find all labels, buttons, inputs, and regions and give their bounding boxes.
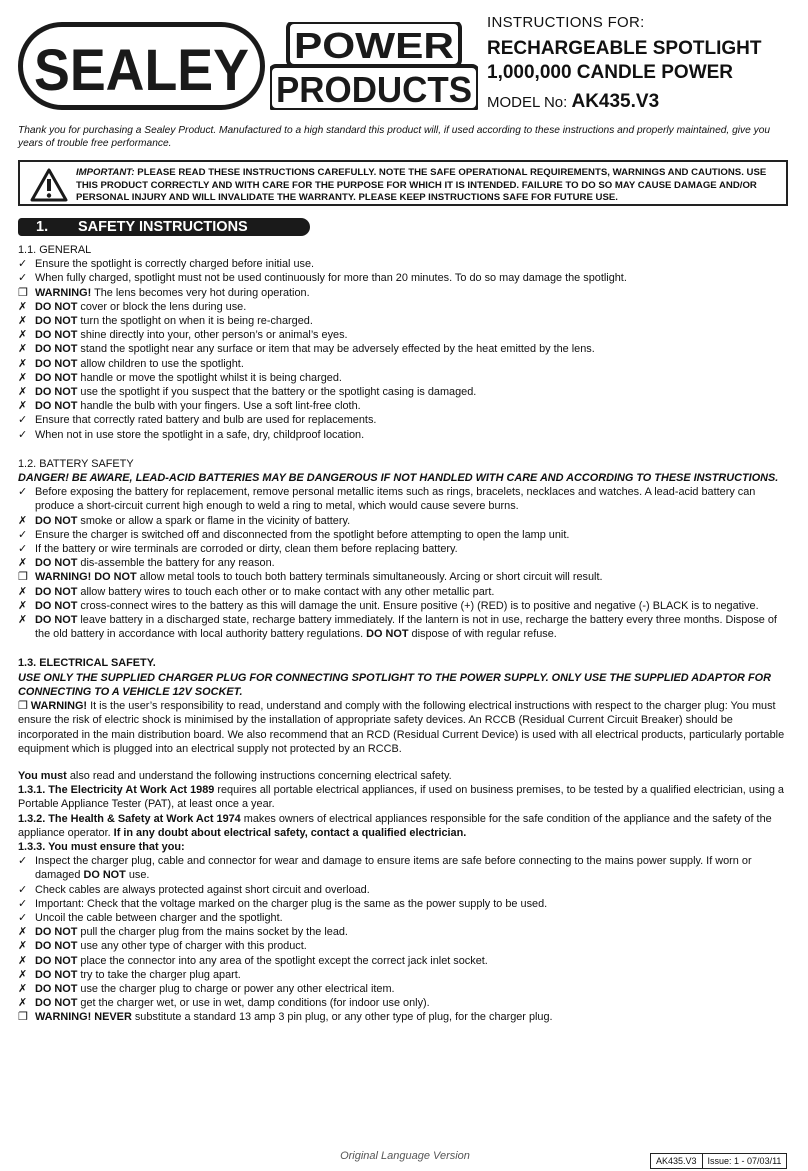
para-131-bold: 1.3.1. The Electricity At Work Act 1989 [18, 784, 215, 797]
electrical-heading: 1.3. ELECTRICAL SAFETY. [18, 657, 156, 670]
list-item [18, 556, 790, 570]
list-item-text: shine directly into your, other person’s or animal’s eyes. [77, 329, 348, 342]
check-icon: ✓ [18, 911, 28, 924]
list-item [18, 371, 790, 385]
list-item-bold: DO NOT [35, 997, 78, 1010]
instructions-for-label: INSTRUCTIONS FOR: [487, 14, 645, 31]
list-item-bold: DO NOT [35, 514, 78, 527]
list-item [18, 286, 790, 300]
check-icon: ✓ [18, 883, 28, 896]
list-item [18, 300, 790, 314]
check-icon: ✓ [18, 258, 28, 271]
list-item-text: smoke or allow a spark or flame in the vicinity of battery. [77, 514, 351, 527]
you-must-text: also read and understand the following instructions concerning electrical safety. [66, 769, 452, 782]
cross-icon: ✗ [18, 400, 28, 413]
cross-icon: ✗ [18, 329, 28, 342]
para-132-bold: 1.3.2. The Health & Safety at Work Act 1974 [18, 812, 241, 825]
cross-icon: ✗ [18, 315, 28, 328]
list-item [18, 911, 790, 925]
list-item-text: handle or move the spotlight whilst it is being charged. [77, 371, 342, 384]
thank-you-text: Thank you for purchasing a Sealey Product. Manufactured to a high standard this product will, if used according to these instructions and properly maintained, give you years of trouble free performance. [18, 125, 771, 149]
list-item-bold: DO NOT [35, 400, 78, 413]
list-item [18, 257, 790, 271]
list-item-text: place the connector into any area of the spotlight except the correct jack inlet socket. [77, 954, 488, 967]
cross-icon: ✗ [18, 614, 28, 627]
list-item [18, 514, 790, 528]
list-item [18, 342, 790, 356]
list-item [18, 599, 790, 613]
list-item [18, 328, 790, 342]
model-number [487, 91, 802, 113]
warning-triangle-icon [30, 168, 68, 202]
cross-icon: ✗ [18, 982, 28, 995]
cross-icon: ✗ [18, 357, 28, 370]
list-item-text: Check cables are always protected against short circuit and overload. [35, 883, 370, 896]
list-item-text: Ensure the spotlight is correctly charged before initial use. [35, 258, 315, 271]
list-item-bold: DO NOT [35, 614, 78, 627]
list-item-text: try to take the charger plug apart. [77, 968, 241, 981]
list-item-text: Uncoil the cable between charger and the spotlight. [35, 911, 283, 924]
check-icon: ✓ [18, 414, 28, 427]
list-item-bold: DO NOT [35, 982, 78, 995]
list-item-text2: dispose of with regular refuse. [408, 628, 557, 641]
product-title-line1: RECHARGEABLE SPOTLIGHT [487, 38, 762, 59]
cross-icon: ✗ [18, 343, 28, 356]
list-item-text: allow metal tools to touch both battery terminals simultaneously. Arcing or short circuit will result. [136, 571, 603, 584]
warning-box-icon: ❐ [18, 1011, 28, 1024]
battery-heading: 1.2. BATTERY SAFETY [18, 457, 134, 470]
list-item-bold: DO NOT [35, 968, 78, 981]
list-item-bold2: DO NOT [366, 628, 409, 641]
list-item-bold: DO NOT [35, 329, 78, 342]
list-item-bold: WARNING! DO NOT [35, 571, 137, 584]
you-must-bold: You must [18, 769, 67, 782]
list-item-bold: DO NOT [35, 371, 78, 384]
logo-power-text: POWER [294, 25, 454, 66]
list-item-text: allow battery wires to touch each other or to make contact with any other metallic part. [77, 585, 495, 598]
check-icon: ✓ [18, 543, 28, 556]
warning-box-icon: ❐ [18, 700, 28, 713]
battery-list [18, 485, 790, 641]
cross-icon: ✗ [18, 386, 28, 399]
list-item-text: substitute a standard 13 amp 3 pin plug, or any other type of plug, for the charger plug. [131, 1011, 553, 1024]
list-item [18, 357, 790, 371]
list-item [18, 399, 790, 413]
general-list [18, 257, 790, 442]
list-item-text: If the battery or wire terminals are corroded or dirty, clean them before replacing battery. [35, 543, 458, 556]
logo-sealey-text: SEALEY [34, 38, 249, 103]
list-item-bold: DO NOT [35, 557, 78, 570]
important-label: IMPORTANT: [76, 167, 135, 178]
list-item [18, 996, 790, 1010]
footer-issue-box [650, 1153, 787, 1169]
list-item [18, 968, 790, 982]
section-number: 1. [36, 219, 49, 235]
list-item [18, 528, 790, 542]
list-item-text: Inspect the charger plug, cable and connector for wear and damage to ensure items are safe before connecting to the mains power supply. If worn or damaged [35, 855, 752, 882]
check-icon: ✓ [18, 428, 28, 441]
section-title: SAFETY INSTRUCTIONS [78, 219, 248, 235]
cross-icon: ✗ [18, 585, 28, 598]
warning-box-icon: ❐ [18, 286, 28, 299]
title-block [487, 14, 802, 113]
list-item-bold: DO NOT [35, 300, 78, 313]
para-133: 1.3.3. You must ensure that you: [18, 840, 185, 853]
para-132-text: makes owners of electrical appliances responsible for the safe condition of the appliance and the safety of the appliance operator. [18, 812, 772, 839]
list-item-text: Before exposing the battery for replacement, remove personal metallic items such as rings, bracelets, necklaces and watches. A lead-acid battery can produce a short-circuit current high enough to weld a ring to metal, which would cause severe burns. [35, 486, 756, 513]
general-heading-text: 1.1. GENERAL [18, 244, 92, 256]
list-item-text: Ensure that correctly rated battery and bulb are used for replacements. [35, 414, 377, 427]
list-item-bold2: DO NOT [83, 869, 126, 882]
list-item-text: use the spotlight if you suspect that the battery or the spotlight casing is damaged. [77, 386, 477, 399]
battery-danger-text: DANGER! BE AWARE, LEAD-ACID BATTERIES MAY BE DANGEROUS IF NOT HANDLED WITH CARE AND ACCORDING TO THESE INSTRUCTIONS. [18, 472, 779, 485]
list-item-text: Ensure the charger is switched off and disconnected from the spotlight before attempting to open the lamp unit. [35, 528, 570, 541]
list-item-text: When not in use store the spotlight in a safe, dry, childproof location. [35, 428, 365, 441]
list-item [18, 413, 790, 427]
list-item [18, 570, 790, 584]
list-item-text: leave battery in a discharged state, recharge battery immediately. If the lantern is not in use, recharge the battery every three months. Dispose of the old battery in accordance with local authority battery regulations. [35, 614, 777, 641]
cross-icon: ✗ [18, 997, 28, 1010]
list-item [18, 613, 790, 641]
list-item-bold: DO NOT [35, 315, 78, 328]
list-item-bold: WARNING! [35, 286, 92, 299]
safety-content [18, 241, 790, 1025]
footer-issue: Issue: 1 - 07/03/11 [702, 1154, 787, 1168]
list-item-text: pull the charger plug from the mains socket by the lead. [77, 926, 348, 939]
cross-icon: ✗ [18, 940, 28, 953]
model-label: MODEL No: [487, 94, 572, 111]
cross-icon: ✗ [18, 599, 28, 612]
list-item-bold: DO NOT [35, 343, 78, 356]
list-item-text: use any other type of charger with this product. [77, 940, 307, 953]
document-header [0, 0, 808, 120]
list-item [18, 954, 790, 968]
para-132-bold2: If in any doubt about electrical safety, contact a qualified electrician. [113, 826, 467, 839]
list-item-bold: DO NOT [35, 386, 78, 399]
you-must-para [18, 769, 790, 783]
list-item-text: Important: Check that the voltage marked on the charger plug is the same as the power supply to be used. [35, 897, 548, 910]
para-131-text: requires all portable electrical appliances, if used on business premises, to be tested by a qualified electrician, using a Portable Appliance Tester (PAT), at least once a year. [18, 784, 784, 811]
check-icon: ✓ [18, 897, 28, 910]
important-text [76, 167, 788, 205]
para-132 [18, 812, 790, 840]
power-products-logo [270, 22, 478, 110]
original-language-note: Original Language Version [340, 1150, 470, 1162]
cross-icon: ✗ [18, 954, 28, 967]
cross-icon: ✗ [18, 926, 28, 939]
list-item [18, 485, 790, 513]
electrical-warning [18, 699, 790, 756]
list-item-text: cross-connect wires to the battery as this will damage the unit. Ensure positive (+) (RED) is to positive and negative (-) BLACK is to negative. [77, 599, 759, 612]
logo-products-text: PRODUCTS [276, 69, 472, 110]
section-heading-bar [18, 218, 310, 236]
cross-icon: ✗ [18, 300, 28, 313]
list-item [18, 542, 790, 556]
important-notice-box [18, 160, 788, 206]
list-item [18, 385, 790, 399]
list-item-text: The lens becomes very hot during operation. [91, 286, 310, 299]
list-item [18, 428, 790, 442]
list-item-bold: DO NOT [35, 954, 78, 967]
list-item-text: stand the spotlight near any surface or item that may be adversely effected by the heat emitted by the lens. [77, 343, 595, 356]
cross-icon: ✗ [18, 557, 28, 570]
list-item-text: turn the spotlight on when it is being re-charged. [77, 315, 313, 328]
check-icon: ✓ [18, 486, 28, 499]
list-item-bold: DO NOT [35, 599, 78, 612]
list-item-text2: use. [125, 869, 150, 882]
list-item [18, 585, 790, 599]
list-item-text: get the charger wet, or use in wet, damp conditions (for indoor use only). [77, 997, 430, 1010]
list-item-bold: WARNING! NEVER [35, 1011, 132, 1024]
cross-icon: ✗ [18, 968, 28, 981]
list-item-text: handle the bulb with your fingers. Use a soft lint-free cloth. [77, 400, 361, 413]
electrical-warning-text: It is the user’s responsibility to read, understand and comply with the following electrical instructions with respect to the charger plug: You must ensure the risk of electric shock is minimised by the installation of appropriate safety devices. An RCCB (Residual Current Circuit Breaker) should be incorporated in the main distribution board. We also recommend that an RCD (Residual Current Device) is used with all electrical products, particularly portable equipment which is plugged into an electrical supply not protected by an RCCB. [18, 700, 785, 755]
list-item [18, 982, 790, 996]
important-body: PLEASE READ THESE INSTRUCTIONS CAREFULLY. NOTE THE SAFE OPERATIONAL REQUIREMENTS, WARNINGS AND CAUTIONS. USE THIS PRODUCT CORRECTLY AND WITH CARE FOR THE PURPOSE FOR WHICH IT IS INTENDED. FAILURE TO DO SO MAY CAUSE DAMAGE AND/OR PERSONAL INJURY AND WILL INVALIDATE THE WARRANTY. PLEASE KEEP INSTRUCTIONS SAFE FOR FUTURE USE. [76, 167, 767, 203]
list-item-text: allow children to use the spotlight. [77, 357, 244, 370]
list-item [18, 1010, 790, 1024]
warning-box-icon: ❐ [18, 571, 28, 584]
list-item-text: When fully charged, spotlight must not be used continuously for more than 20 minutes. To do so may damage the spotlight. [35, 272, 627, 285]
check-icon: ✓ [18, 855, 28, 868]
para-131 [18, 783, 790, 811]
list-item-bold: DO NOT [35, 940, 78, 953]
electrical-danger-text: USE ONLY THE SUPPLIED CHARGER PLUG FOR CONNECTING SPOTLIGHT TO THE POWER SUPPLY. ONLY USE THE SUPPLIED ADAPTOR FOR CONNECTING TO A VEHICLE 12V SOCKET. [18, 671, 771, 698]
cross-icon: ✗ [18, 514, 28, 527]
list-item [18, 314, 790, 328]
list-item-text: cover or block the lens during use. [77, 300, 247, 313]
list-item [18, 897, 790, 911]
product-title-line2: 1,000,000 CANDLE POWER [487, 62, 734, 83]
sealey-logo [18, 22, 265, 110]
cross-icon: ✗ [18, 371, 28, 384]
list-item-text: use the charger plug to charge or power any other electrical item. [77, 982, 395, 995]
general-heading [18, 243, 790, 257]
list-item [18, 271, 790, 285]
list-item [18, 925, 790, 939]
list-item [18, 854, 790, 882]
list-item-bold: DO NOT [35, 585, 78, 598]
electrical-list [18, 854, 790, 1024]
list-item-text: dis-assemble the battery for any reason. [77, 557, 275, 570]
list-item [18, 883, 790, 897]
list-item-bold: DO NOT [35, 926, 78, 939]
electrical-warning-label: WARNING! [30, 700, 88, 713]
list-item-bold: DO NOT [35, 357, 78, 370]
check-icon: ✓ [18, 528, 28, 541]
model-value: AK435.V3 [571, 91, 660, 112]
footer-model-code: AK435.V3 [656, 1156, 697, 1166]
check-icon: ✓ [18, 272, 28, 285]
list-item [18, 939, 790, 953]
